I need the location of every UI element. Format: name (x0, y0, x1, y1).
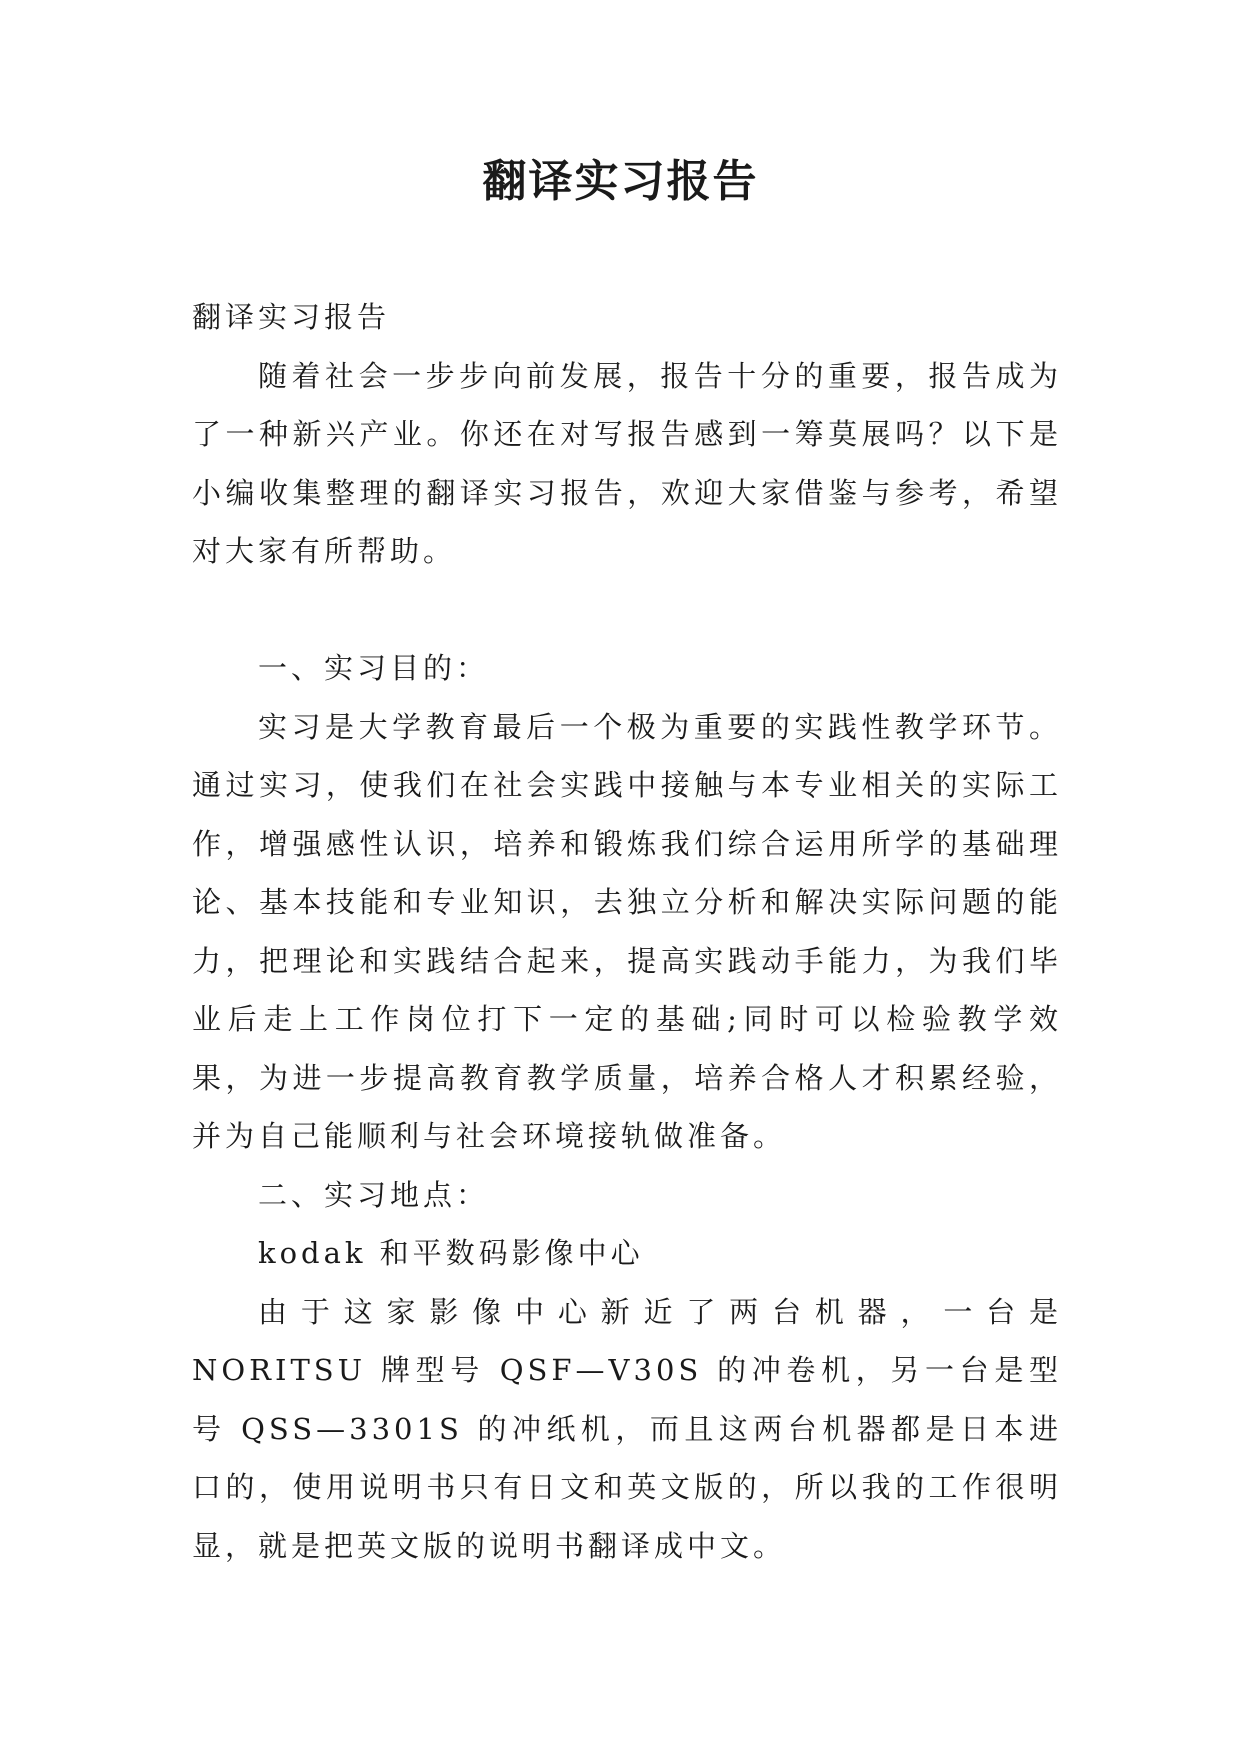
work-paragraph: 由于这家影像中心新近了两台机器，一台是 NORITSU 牌型号 QSF—V30S 的冲卷机，另一台是型号 QSS—3301S 的冲纸机，而且这两台机器都是日本进口的，使用说明书只有日文和英文版的，所以我的工作很明显，就是把英文版的说明书翻译成中文。 (192, 1294, 1062, 1563)
location-name: kodak 和平数码影像中心 (258, 1236, 644, 1270)
document-title: 翻译实习报告 (482, 156, 759, 207)
intro-paragraph: 随着社会一步步向前发展，报告十分的重要，报告成为了一种新兴产业。你还在对写报告感到一筹莫展吗？以下是小编收集整理的翻译实习报告，欢迎大家借鉴与参考，希望对大家有所帮助。 (192, 358, 1062, 568)
document-body (192, 288, 1062, 1575)
document-subtitle: 翻译实习报告 (192, 300, 391, 334)
blank-line (192, 581, 1062, 640)
purpose-paragraph: 实习是大学教育最后一个极为重要的实践性教学环节。通过实习，使我们在社会实践中接触与本专业相关的实际工作，增强感性认识，培养和锻炼我们综合运用所学的基础理论、基本技能和专业知识，去独立分析和解决实际问题的能力，把理论和实践结合起来，提高实践动手能力，为我们毕业后走上工作岗位打下一定的基础;同时可以检验教学效果，为进一步提高教育教学质量，培养合格人才积累经验，并为自己能顺利与社会环境接轨做准备。 (192, 709, 1062, 1153)
section-heading-purpose: 一、实习目的： (258, 651, 490, 685)
section-heading-location: 二、实习地点： (258, 1177, 490, 1212)
